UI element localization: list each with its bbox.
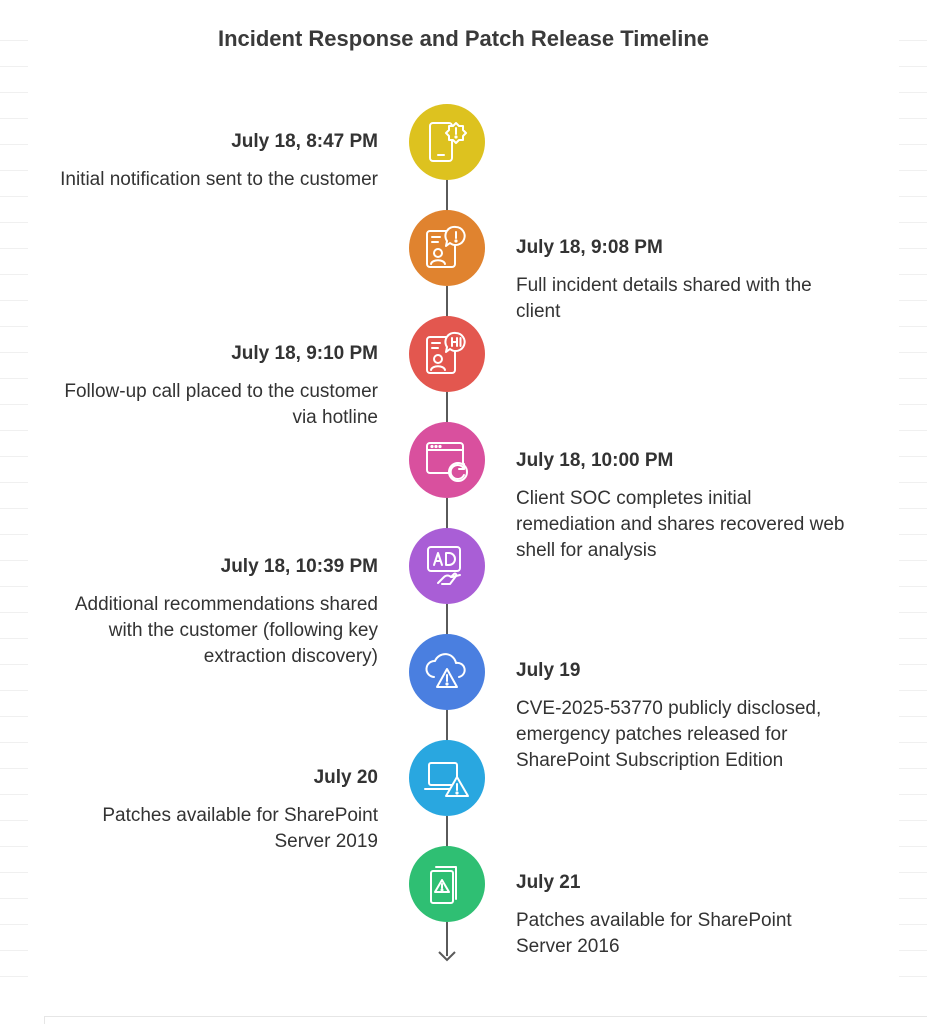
event-label	[48, 556, 378, 670]
event-date: July 18, 9:08 PM	[516, 237, 663, 258]
bottom-divider	[44, 1016, 927, 1017]
event-marker	[409, 634, 485, 710]
ad-hand-icon	[422, 541, 472, 591]
browser-refresh-icon	[422, 435, 472, 485]
event-marker	[409, 846, 485, 922]
event-marker	[409, 740, 485, 816]
contact-alert-icon	[422, 223, 472, 273]
timeline-connector	[446, 710, 448, 744]
cloud-alert-icon	[422, 647, 472, 697]
timeline-end-arrow-icon	[436, 932, 458, 962]
event-description: Follow-up call placed to the customer via hotline	[64, 381, 378, 428]
phone-alert-icon	[422, 117, 472, 167]
event-date: July 18, 9:10 PM	[231, 343, 378, 364]
event-label	[48, 343, 378, 431]
event-description: Patches available for SharePoint Server 2019	[102, 805, 378, 852]
timeline-connector	[446, 392, 448, 426]
right-edge-decoration	[899, 0, 927, 1024]
event-label	[48, 131, 378, 193]
event-description: Additional recommendations shared with the customer (following key extraction discovery)	[74, 594, 378, 667]
timeline-connector	[446, 286, 448, 320]
event-date: July 18, 8:47 PM	[231, 131, 378, 152]
event-label	[516, 660, 846, 774]
timeline-connector	[446, 816, 448, 850]
event-marker	[409, 316, 485, 392]
left-edge-decoration	[0, 0, 28, 1024]
event-description: Initial notification sent to the customer	[60, 169, 378, 190]
event-label	[516, 450, 846, 564]
event-date: July 21	[516, 872, 581, 893]
contact-hi-icon	[422, 329, 472, 379]
bottom-divider-tick	[44, 1016, 45, 1024]
event-description: CVE-2025-53770 publicly disclosed, emergency patches released for SharePoint Subscription Edition	[516, 698, 822, 771]
event-label	[516, 237, 846, 325]
event-date: July 20	[313, 767, 378, 788]
event-label	[48, 767, 378, 855]
timeline-connector	[446, 180, 448, 214]
page-title: Incident Response and Patch Release Timeline	[217, 26, 710, 51]
event-label	[516, 872, 846, 960]
event-description: Patches available for SharePoint Server 2016	[516, 910, 792, 957]
timeline-connector	[446, 604, 448, 638]
event-description: Client SOC completes initial remediation and shares recovered web shell for analysis	[516, 488, 845, 561]
event-description: Full incident details shared with the client	[516, 275, 812, 322]
event-date: July 19	[516, 660, 581, 681]
event-marker	[409, 528, 485, 604]
document-alert-icon	[422, 859, 472, 909]
event-marker	[409, 210, 485, 286]
event-date: July 18, 10:39 PM	[220, 556, 378, 577]
event-marker	[409, 422, 485, 498]
event-marker	[409, 104, 485, 180]
event-date: July 18, 10:00 PM	[516, 450, 674, 471]
laptop-alert-icon	[422, 753, 472, 803]
timeline-connector	[446, 498, 448, 532]
